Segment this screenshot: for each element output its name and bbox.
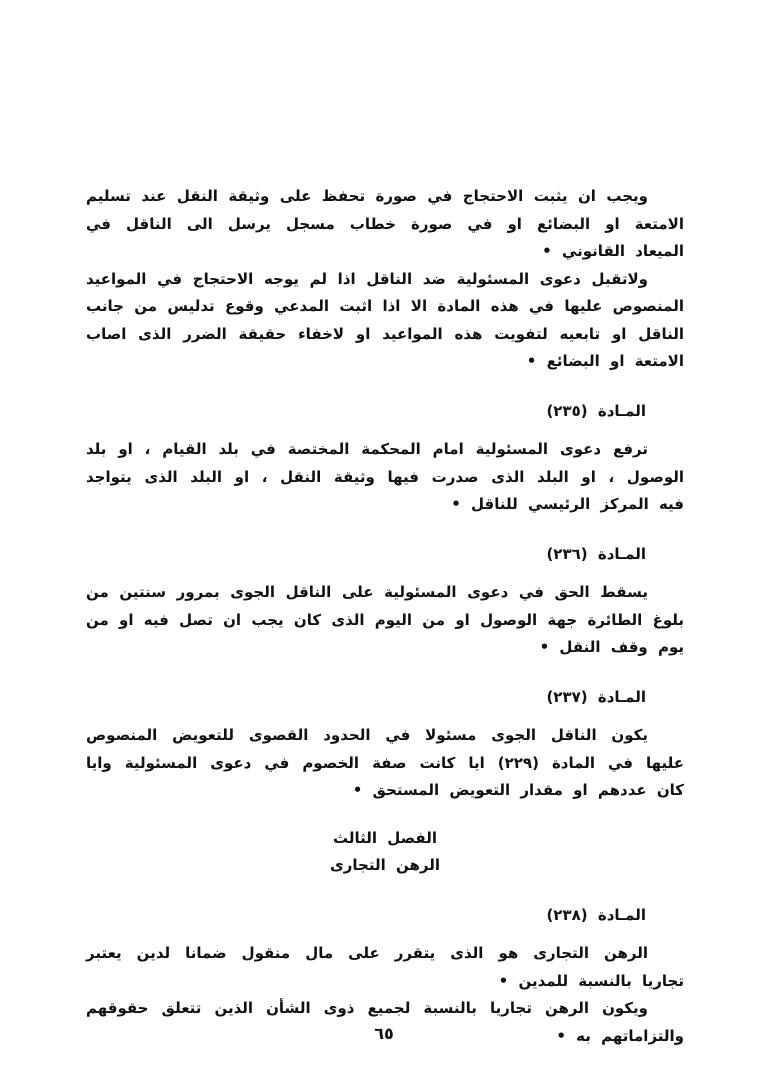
paragraph: يسقط الحق في دعوى المسئولية على الناقل الجوى بمرور سنتين من بلوغ الطائرة جهة الوصول او من اليوم الذى كان يجب ان تصل فيه او من يوم وقف النقل •	[86, 583, 684, 656]
article-heading-236: المـادة (٢٣٦)	[546, 544, 646, 563]
paragraph: ويكون الرهن تجاريا بالنسبة لجميع ذوى الشأن الذين تتعلق حقوقهم والتزاماتهم به •	[86, 999, 684, 1045]
section-title: الرهن التجارى	[330, 856, 440, 874]
page-number: ٦٥	[374, 1024, 394, 1043]
paragraph: ترفع دعوى المسئولية امام المحكمة المختصة في بلد القيام ، او بلد الوصول ، او البلد الذى صدرت فيها وثيقة النقل ، او البلد الذى يتواجد فيه المركز الرئيسي للناقل •	[86, 440, 684, 513]
paragraph: ولاتقبل دعوى المسئولية ضد الناقل اذا لم يوجه الاحتجاج في المواعيد المنصوص عليها في هذه المادة الا اذا اثبت المدعي وقوع تدليس من جانب الناقل او تابعيه لتفويت هذه المواعيد او لاخفاء حقيقة الضرر الذى اصاب الامتعة او البضائع •	[86, 269, 684, 370]
article-heading-235: المـادة (٢٣٥)	[546, 401, 646, 420]
document-body	[86, 183, 684, 1050]
paragraph: الرهن التجارى هو الذى يتقرر على مال منقول ضمانا لدين يعتبر تجاريا بالنسبة للمدين •	[86, 944, 684, 990]
paragraph: يكون الناقل الجوى مسئولا في الحدود القصوى للتعويض المنصوص عليها في المادة (٢٢٩) ايا كانت صفة الخصوم في دعوى المسئولية وايا كان عددهم او مقدار التعويض المستحق •	[86, 726, 685, 799]
paragraph: ويجب ان يثبت الاحتجاج في صورة تحفظ على وثيقة النقل عند تسليم الامتعة او البضائع او في صورة خطاب مسجل يرسل الى الناقل في الميعاد القانوني •	[86, 187, 684, 260]
chapter-title: الفصل الثالث	[332, 828, 437, 847]
article-heading-238: المـادة (٢٣٨)	[546, 905, 646, 924]
article-heading-237: المـادة (٢٣٧)	[546, 687, 646, 706]
